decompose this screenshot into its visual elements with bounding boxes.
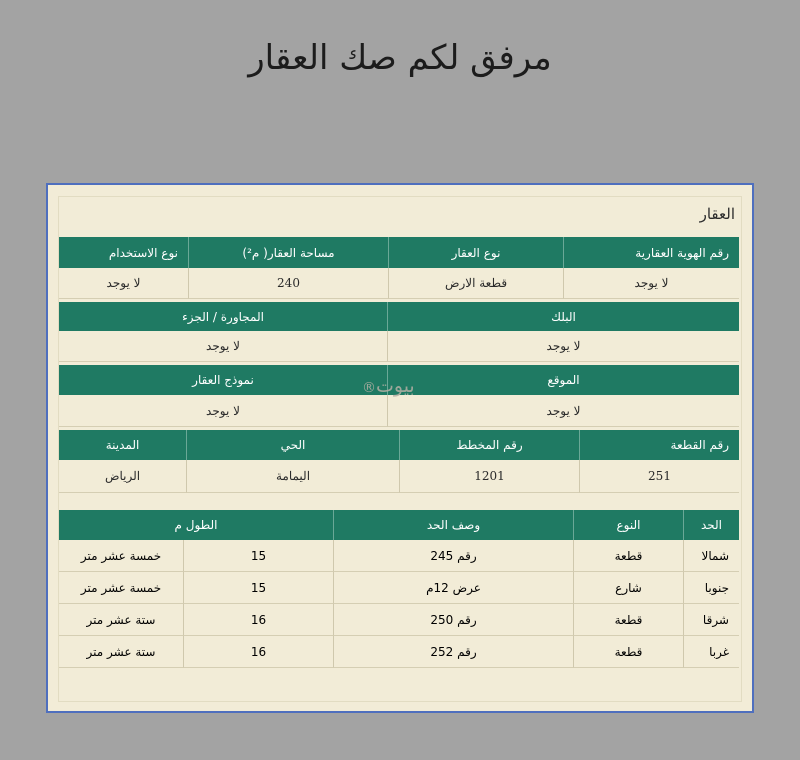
row2-header <box>59 302 739 331</box>
header-boundary-description: وصف الحد <box>333 510 573 540</box>
boundary-type: قطعة <box>573 636 683 668</box>
header-plan-number: رقم المخطط <box>399 430 579 460</box>
header-city: المدينة <box>105 438 140 452</box>
boundary-row <box>59 572 739 604</box>
row3-values <box>59 395 739 427</box>
boundary-length-words: خمسة عشر متر <box>59 540 183 572</box>
value-block: لا يوجد <box>387 331 739 362</box>
row4-header <box>59 430 739 460</box>
boundary-side: شمالا <box>683 540 739 572</box>
boundary-type: قطعة <box>573 540 683 572</box>
boundary-type: شارع <box>573 572 683 604</box>
row1-values <box>59 268 739 299</box>
boundary-description: رقم 252 <box>333 636 573 668</box>
boundary-length-words: ستة عشر متر <box>59 604 183 636</box>
boundary-side: شرقا <box>683 604 739 636</box>
value-usage-type: لا يوجد <box>59 268 188 299</box>
value-plan-number: 1201 <box>399 460 579 493</box>
header-district: الحي <box>186 430 399 460</box>
value-property-type: قطعة الارض <box>388 268 563 299</box>
boundary-description: رقم 245 <box>333 540 573 572</box>
boundary-length-words: خمسة عشر متر <box>59 572 183 604</box>
deed-document <box>58 196 742 702</box>
value-location: لا يوجد <box>387 395 739 427</box>
header-property-type: نوع العقار <box>388 237 563 268</box>
header-length: الطول م <box>174 518 218 532</box>
boundary-length: 16 <box>183 604 333 636</box>
boundary-description: عرض 12م <box>333 572 573 604</box>
copyright-icon: ® <box>362 380 376 396</box>
header-boundary: الحد <box>683 510 739 540</box>
boundary-type: قطعة <box>573 604 683 636</box>
boundaries-header <box>59 510 739 540</box>
value-district: اليمامة <box>186 460 399 493</box>
section-title: العقار <box>699 205 735 223</box>
watermark <box>359 375 415 397</box>
header-usage-type: نوع الاستخدام <box>108 245 178 260</box>
boundary-length: 15 <box>183 572 333 604</box>
header-location: الموقع <box>387 365 739 395</box>
deed-image-frame <box>46 183 754 713</box>
row2-values <box>59 331 739 362</box>
value-property-area: 240 <box>188 268 388 299</box>
boundary-side: جنوبا <box>683 572 739 604</box>
value-property-model: لا يوجد <box>59 395 387 427</box>
boundary-description: رقم 250 <box>333 604 573 636</box>
header-boundary-type: النوع <box>573 510 683 540</box>
boundary-row <box>59 604 739 636</box>
boundary-row <box>59 540 739 572</box>
value-neighborhood-part: لا يوجد <box>59 331 387 362</box>
header-property-model: نموذج العقار <box>192 373 254 387</box>
header-property-area: مساحة العقار( م²) <box>188 237 388 268</box>
value-city: الرياض <box>59 460 186 493</box>
boundary-length-words: ستة عشر متر <box>59 636 183 668</box>
row1-header <box>59 237 739 268</box>
boundary-length: 15 <box>183 540 333 572</box>
header-block: البلك <box>387 302 739 331</box>
header-neighborhood-part: المجاورة / الجزء <box>182 309 264 324</box>
row4-values <box>59 460 739 493</box>
boundary-length: 16 <box>183 636 333 668</box>
value-property-id: لا يوجد <box>563 268 739 299</box>
value-plot-number: 251 <box>579 460 739 493</box>
header-property-id: رقم الهوية العقارية <box>563 237 739 268</box>
boundary-row <box>59 636 739 668</box>
header-plot-number: رقم القطعة <box>579 430 739 460</box>
page-title: مرفق لكم صك العقار <box>248 38 552 78</box>
boundary-side: غربا <box>683 636 739 668</box>
watermark-text: بيوت <box>376 375 415 397</box>
